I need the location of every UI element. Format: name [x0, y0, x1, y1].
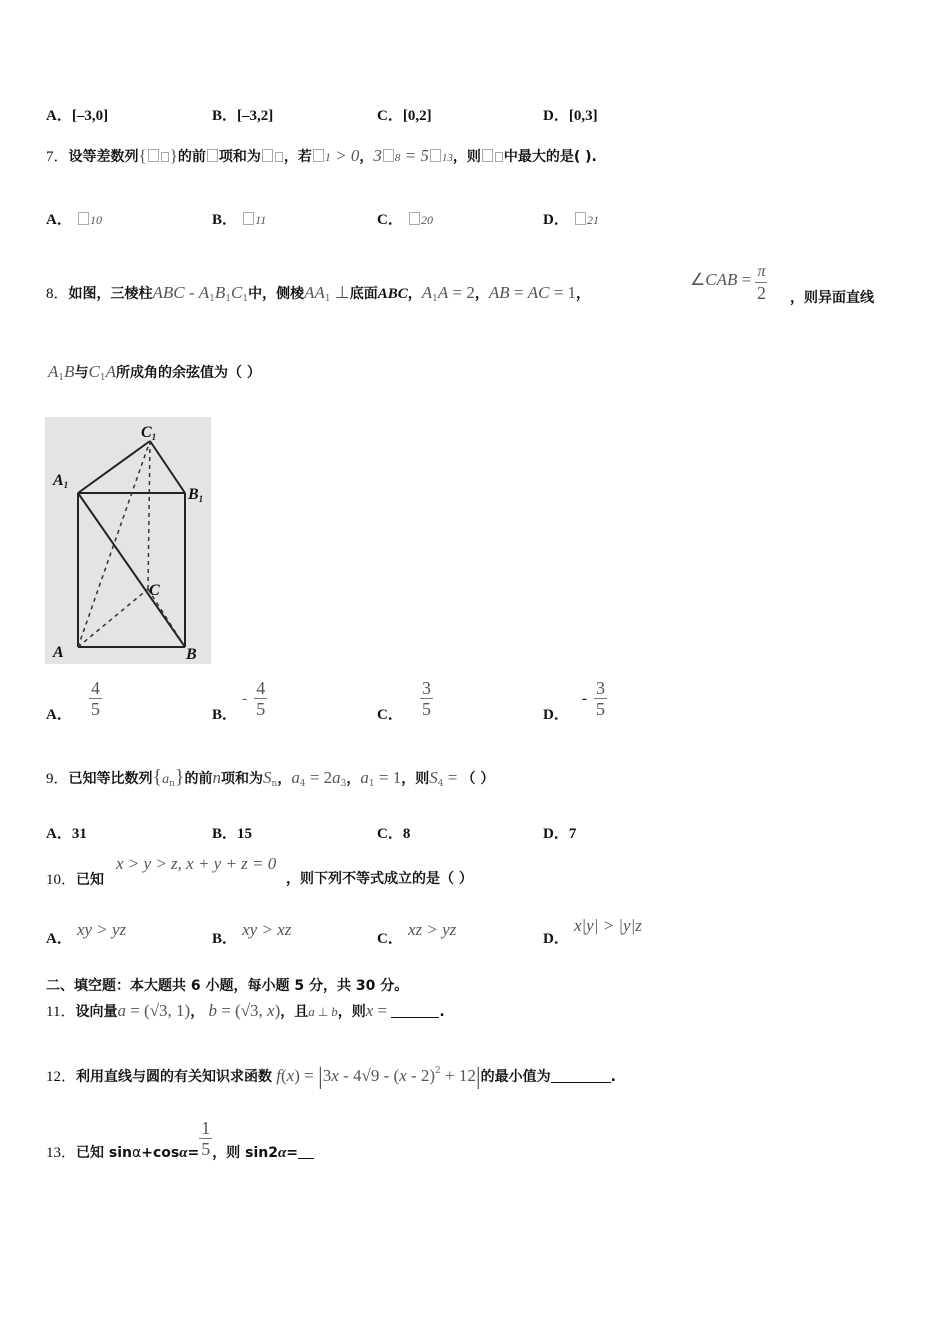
- q9-stem: 9．已知等比数列$\{a_n\}$的前n项和为$S_n$，$a_4 = 2a_3$，$a_1 = 1$，则$S_4$ = （ ）: [46, 766, 495, 789]
- label-a1: A1: [53, 472, 69, 490]
- q10-option-b: B． xy > xz: [212, 920, 292, 947]
- q13-answer-blank: [298, 1158, 314, 1159]
- q10-option-c: C． xz > yz: [377, 920, 457, 947]
- q9-option-c: C．8: [377, 826, 411, 842]
- q10-stem-end: ，则下列不等式成立的是（ ）: [286, 871, 473, 887]
- q11-stem: 11．设向量a = (√3, 1)， b = (√3, x)，且a ⊥ b，则x = .: [46, 1001, 445, 1020]
- section-2-heading: 二、填空题：本大题共 6 小题，每小题 5 分，共 30 分。: [46, 978, 409, 994]
- q8-option-d: D． - $\frac{3}{5}$: [543, 678, 606, 723]
- q6-option-b: B．[–3,2]: [212, 108, 274, 124]
- q7-option-a: A． 10: [46, 212, 102, 228]
- q6-option-c: C．[0,2]: [377, 108, 432, 124]
- label-c: C: [149, 582, 160, 599]
- prism-figure: [45, 417, 211, 664]
- q9-option-a: A．31: [46, 826, 87, 842]
- q7-option-c: C． 20: [377, 212, 433, 228]
- q13-stem: 13．已知 sinα+cosα= $\frac{1}{5}$ ，则 sin2α=: [46, 1118, 314, 1162]
- q8-option-c: C． $\frac{3}{5}$: [377, 678, 431, 723]
- q8-angle: ∠CAB = $\frac{\pi}{2}$: [690, 263, 766, 303]
- q10-condition: x > y > z, x + y + z = 0: [116, 854, 277, 873]
- q8-stem: 8．如图，三棱柱ABC - $A_1B_1C_1$中，侧棱$AA_1$ ⊥底面ABC，$A_1A = 2$，AB = AC = 1，: [46, 283, 591, 304]
- q7-option-b: B． 11: [212, 212, 267, 228]
- label-b1: B1: [188, 486, 204, 504]
- q12-answer-blank: [551, 1082, 611, 1083]
- q11-answer-blank: [391, 1017, 439, 1018]
- q10-stem: 10．已知: [46, 872, 105, 888]
- q10-option-d: D． x|y| > |y|z: [543, 916, 642, 947]
- q6-option-a: A．[–3,0]: [46, 108, 109, 124]
- q6-option-d: D．[0,3]: [543, 108, 598, 124]
- q9-option-d: D．7: [543, 826, 577, 842]
- prism-diagram: [45, 417, 211, 664]
- label-a: A: [53, 644, 64, 661]
- q12-stem: 12．利用直线与圆的有关知识求函数 f(x) = |3x - 4√9 - (x - 2)$^2$ + 12|的最小值为 .: [46, 1064, 616, 1090]
- q8-option-a: A． $\frac{4}{5}$: [46, 678, 100, 723]
- q8-stem-line2: $A_1B$与$C_1A$所成角的余弦值为（ ）: [48, 362, 261, 383]
- q7-option-d: D． 21: [543, 212, 599, 228]
- label-b: B: [186, 646, 197, 663]
- q10-option-a: A． xy > yz: [46, 920, 127, 947]
- q7-stem: 7．设等差数列{ }的前 项和为 ，若 1 > 0，3 8 = 5 13，则 中最大的是( ).: [46, 146, 597, 165]
- q9-option-b: B．15: [212, 826, 253, 842]
- q8-option-b: B． - $\frac{4}{5}$: [212, 678, 266, 723]
- q8-stem-end: ，则异面直线: [790, 290, 874, 306]
- label-c1: C1: [141, 424, 157, 442]
